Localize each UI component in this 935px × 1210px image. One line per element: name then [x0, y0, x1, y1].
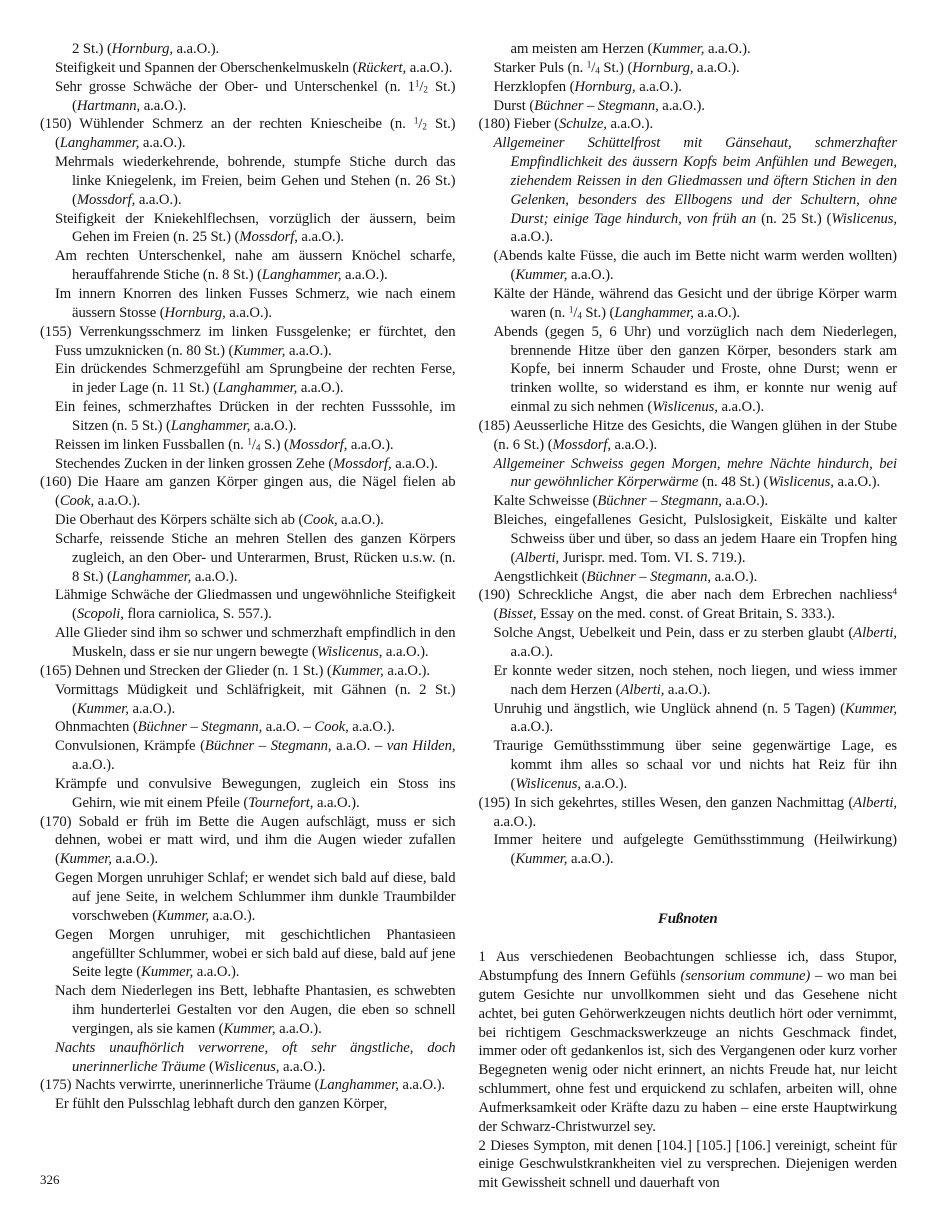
symptom-entry: Er fühlt den Pulsschlag lebhaft durch den ganzen Körper, — [55, 1096, 388, 1113]
symptom-entry: am meisten am Herzen (Kummer, a.a.O.). — [510, 41, 751, 57]
symptom-entry: Mehrmals wiederkehrende, bohrende, stumpfe Stiche durch das linke Kniegelenk, im Freien, beim Gehen und Stehen (n. 26 St.) (Mossdorf, a.a.O.). — [55, 154, 456, 208]
symptom-entry: (190) Schreckliche Angst, die aber nach dem Erbrechen nachliess$^4$ (Bisset, Essay on the med. const. of Great Britain, S. 333.). — [478, 586, 897, 623]
symptom-entry: Im innern Knorren des linken Fusses Schmerz, wie nach einem äussern Stosse (Hornburg, a.a.O.). — [55, 285, 456, 321]
symptom-entry: Convulsionen, Krämpfe (Büchner – Stegmann, a.a.O. – van Hilden, a.a.O.). — [55, 738, 456, 774]
symptom-entry: Ohnmachten (Büchner – Stegmann, a.a.O. – Cook, a.a.O.). — [55, 719, 395, 736]
symptom-entry: Lähmige Schwäche der Gliedmassen und ungewöhnliche Steifigkeit (Scopoli, flora carniolica, S. 557.). — [55, 587, 456, 623]
footnote-paragraph: 1 Aus verschiedenen Beobachtungen schliesse ich, dass Stupor, Abstumpfung des Innern Gefühls (sensorium commune) – wo man bei gutem Gesichte nur unvollkommen sieht und das Gesehene nicht achtet, bei guten Gehörwerkzeugen nichts deutlich hört oder vernimmt, bei richtigem Geschmackswerkzeuge an nichts Geschmack findet, immer oder oft gedankenlos ist, sich des Vergangenen oder kurz vorher Begegneten wenig oder nicht erinnert, an nichts Freude hat, nur leicht schlummert, ohne fest und erquickend zu schlafen, arbeiten will, ohne Aufmerksamkeit oder Kräfte dazu zu haben – eine erste Hauptwirkung der Schwarz-Christwurzel sey. — [478, 949, 897, 1135]
symptom-entry: Allgemeiner Schweiss gegen Morgen, mehre Nächte hindurch, bei nur gewöhnlicher Körperwärme (n. 48 St.) (Wislicenus, a.a.O.). — [493, 455, 897, 491]
symptom-entry: (170) Sobald er früh im Bette die Augen aufschlägt, muss er sich dehnen, wobei er matt wird, und ihm die Augen wieder zufallen (Kummer, a.a.O.). — [40, 813, 456, 868]
symptom-entry: Reissen im linken Fussballen (n. $^1$/4 S.) (Mossdorf, a.a.O.). — [55, 436, 394, 453]
footnote-paragraph: 2 Dieses Sympton, mit denen [104.] [105.] [106.] vereinigt, scheint für einige Geschwulstkrankheiten viel zu versprechen. Diejenigen werden mit Gewissheit schnell und dauerhaft von — [478, 1137, 897, 1192]
symptom-entry: Nach dem Niederlegen ins Bett, lebhafte Phantasien, es schwebten ihm hunderterlei Gestalten vor den Augen, die eben so schnell vergingen, als sie kamen (Kummer, a.a.O.). — [55, 983, 456, 1037]
symptom-entry: Gegen Morgen unruhiger, mit geschichtlichen Phantasieen angefüllter Schlummer, wobei er sich bald auf diese, bald auf jene Seite legte (Kummer, a.a.O.). — [55, 926, 456, 981]
symptom-entry: Herzklopfen (Hornburg, a.a.O.). — [493, 78, 682, 95]
symptom-entry: (155) Verrenkungsschmerz im linken Fussgelenke; er fürchtet, den Fuss umzuknicken (n. 80 St.) (Kummer, a.a.O.). — [40, 323, 456, 359]
symptom-entry: Scharfe, reissende Stiche an mehren Stellen des ganzen Körpers zugleich, an den Ober- und Unterarmen, Brust, Rücken u.s.w. (n. 8 St.) (Langhammer, a.a.O.). — [55, 530, 456, 585]
page-number: 326 — [40, 1172, 60, 1187]
symptom-entry: Unruhig und ängstlich, wie Unglück ahnend (n. 5 Tagen) (Kummer, a.a.O.). — [493, 700, 897, 736]
footnotes-list — [479, 948, 898, 1193]
symptom-entry: Kälte der Hände, während das Gesicht und der übrige Körper warm waren (n. $^1$/4 St.) (Langhammer, a.a.O.). — [493, 285, 897, 321]
symptom-entry: (150) Wühlender Schmerz an der rechten Kniescheibe (n. $^1$/2 St.) (Langhammer, a.a.O.). — [40, 115, 456, 152]
symptom-entry: Krämpfe und convulsive Bewegungen, zugleich ein Stoss ins Gehirn, wie mit einem Pfeile (Tournefort, a.a.O.). — [55, 775, 456, 811]
symptom-entry: (175) Nachts verwirrte, unerinnerliche Träume (Langhammer, a.a.O.). — [40, 1077, 445, 1094]
symptom-entry: Aengstlichkeit (Büchner – Stegmann, a.a.O.). — [493, 568, 758, 585]
symptom-entry: Allgemeiner Schüttelfrost mit Gänsehaut, schmerzhafter Empfindlichkeit des äussern Kopfs beim Anfühlen und Bewegen, ziehendem Reissen in den Gliedmassen und öftern Stichen in den Gelenken, besonders des Ellbogens und der Schultern, ohne Durst; einige Tage hindurch, von früh an (n. 25 St.) (Wislicenus, a.a.O.). — [493, 135, 897, 246]
left-column — [40, 40, 456, 1193]
right-column-entries — [479, 40, 898, 869]
footnotes-heading: Fußnoten — [657, 911, 718, 928]
symptom-entry: Am rechten Unterschenkel, nahe am äussern Knöchel scharfe, herauffahrende Stiche (n. 8 St.) (Langhammer, a.a.O.). — [55, 248, 456, 284]
symptom-entry: (180) Fieber (Schulze, a.a.O.). — [478, 116, 654, 133]
symptom-entry: Abends (gegen 5, 6 Uhr) und vorzüglich nach dem Niederlegen, brennende Hitze über den ganzen Körper, besonders stark am Kopfe, bei innerm Schauder und Froste, ohne Durst; wenn er trinken wollte, so widerstand es ihm, er konnte nur wenig auf einmal zu sich nehmen (Wislicenus, a.a.O.). — [493, 323, 897, 416]
symptom-entry: (Abends kalte Füsse, die auch im Bette nicht warm werden wollten) (Kummer, a.a.O.). — [493, 248, 897, 284]
symptom-entry: Starker Puls (n. $^1$/4 St.) (Hornburg, a.a.O.). — [493, 59, 740, 76]
symptom-entry: 2 St.) (Hornburg, a.a.O.). — [72, 41, 220, 57]
symptom-entry: Stechendes Zucken in der linken grossen Zehe (Mossdorf, a.a.O.). — [55, 455, 438, 472]
symptom-entry: Steifigkeit und Spannen der Oberschenkelmuskeln (Rückert, a.a.O.). — [55, 59, 453, 76]
symptom-entry: (160) Die Haare am ganzen Körper gingen aus, die Nägel fielen ab (Cook, a.a.O.). — [40, 474, 456, 510]
symptom-entry: Kalte Schweisse (Büchner – Stegmann, a.a.O.). — [493, 493, 769, 510]
symptom-entry: (165) Dehnen und Strecken der Glieder (n. 1 St.) (Kummer, a.a.O.). — [40, 662, 430, 679]
symptom-entry: Solche Angst, Uebelkeit und Pein, dass er zu sterben glaubt (Alberti, a.a.O.). — [493, 625, 897, 660]
symptom-entry: Ein feines, schmerzhaftes Drücken in der rechten Fusssohle, im Sitzen (n. 5 St.) (Langhammer, a.a.O.). — [55, 399, 456, 434]
symptom-entry: Sehr grosse Schwäche der Ober- und Unterschenkel (n. $1^1/2$ St.) (Hartmann, a.a.O.). — [55, 78, 456, 114]
symptom-entry: Traurige Gemüthsstimmung über seine gegenwärtige Lage, es kommt ihm alles so schaal vor und nichts hat Reiz für ihn (Wislicenus, a.a.O.). — [493, 738, 897, 792]
symptom-entry: Alle Glieder sind ihm so schwer und schmerzhaft empfindlich in den Muskeln, dass er sie nur ungern bewegte (Wislicenus, a.a.O.). — [55, 625, 456, 660]
symptom-entry: Steifigkeit der Kniekehlflechsen, vorzüglich der äussern, beim Gehen im Freien (n. 25 St.) (Mossdorf, a.a.O.). — [55, 210, 456, 246]
symptom-entry: Nachts unaufhörlich verworrene, oft sehr ängstliche, doch unerinnerliche Träume (Wislicenus, a.a.O.). — [55, 1039, 456, 1075]
symptom-entry: Gegen Morgen unruhiger Schlaf; er wendet sich bald auf diese, bald auf jene Seite, in welchem Schlummer ihm dunkle Traumbilder vorschweben (Kummer, a.a.O.). — [55, 870, 456, 924]
symptom-entry: (195) In sich gekehrtes, stilles Wesen, den ganzen Nachmittag (Alberti, a.a.O.). — [478, 794, 897, 830]
symptom-entry: Er konnte weder sitzen, noch stehen, noch liegen, und wiess immer nach dem Herzen (Alberti, a.a.O.). — [493, 662, 897, 698]
symptom-entry: Immer heitere und aufgelegte Gemüthsstimmung (Heilwirkung) (Kummer, a.a.O.). — [493, 832, 897, 868]
symptom-entry: Bleiches, eingefallenes Gesicht, Pulslosigkeit, Eiskälte und kalter Schweiss über und über, so dass an jedem Haare ein Tropfen hing (Alberti, Jurispr. med. Tom. VI. S. 719.). — [493, 512, 897, 566]
right-column — [479, 40, 898, 1193]
symptom-entry: Ein drückendes Schmerzgefühl am Sprungbeine der rechten Ferse, in jeder Lage (n. 11 St.) (Langhammer, a.a.O.). — [55, 361, 456, 397]
symptom-entry: Die Oberhaut des Körpers schälte sich ab (Cook, a.a.O.). — [55, 512, 384, 529]
symptom-entry: Vormittags Müdigkeit und Schläfrigkeit, mit Gähnen (n. 2 St.) (Kummer, a.a.O.). — [55, 681, 456, 717]
symptom-entry: (185) Aeusserliche Hitze des Gesichts, die Wangen glühen in der Stube (n. 6 St.) (Mossdorf, a.a.O.). — [478, 417, 897, 453]
symptom-entry: Durst (Büchner – Stegmann, a.a.O.). — [493, 97, 705, 114]
